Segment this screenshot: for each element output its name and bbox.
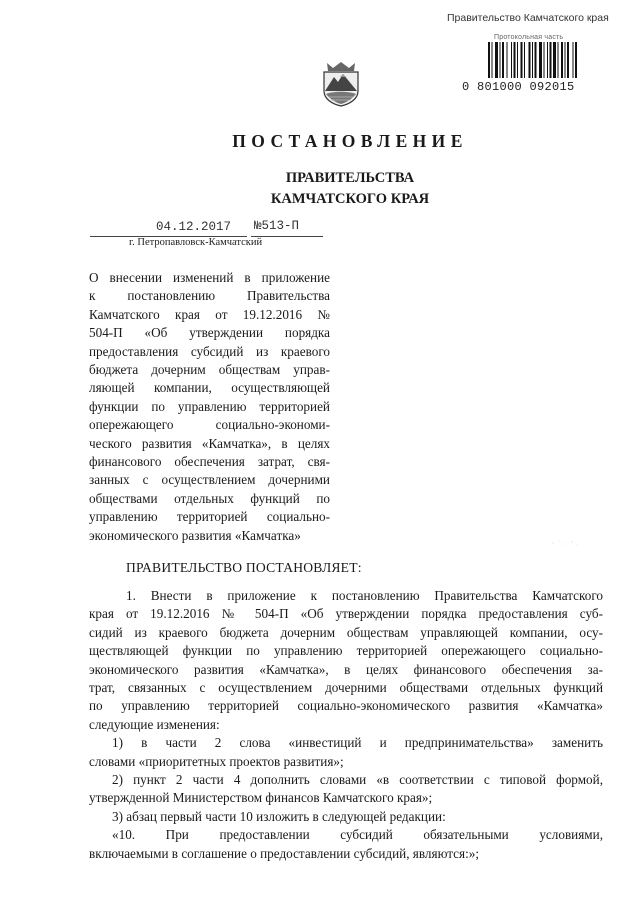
government-name: [0, 168, 640, 210]
document-title: ПОСТАНОВЛЕНИЕ: [232, 131, 468, 151]
document-number: №513-П: [254, 219, 300, 233]
subject-line: ческого развития «Камчатка», в целях: [89, 435, 330, 451]
subject-line: функции по управлению территорией: [89, 398, 330, 414]
body-line: трат, связанных с осуществлением дочерними обществами отдельных функций: [89, 680, 603, 696]
body-line: 3) абзац первый части 10 изложить в следующей редакции:: [112, 808, 446, 824]
subject-line: ляющей компании, осуществляющей: [89, 380, 330, 396]
subject-line: 504-П «Об утверждении порядка: [89, 325, 330, 341]
body-line: включаемыми в соглашение о предоставлении субсидий, являются:»;: [89, 845, 480, 861]
body-line: утвержденной Министерством финансов Камчатского края»;: [89, 790, 433, 806]
barcode-number: 0 801000 092015: [462, 80, 575, 94]
body-line: 1) в части 2 слова «инвестиций и предпринимательства» заменить: [112, 735, 603, 751]
stamp-part-label: Протокольная часть: [494, 34, 564, 41]
body-line: края от 19.12.2016 № 504-П «Об утверждении порядка предоставления суб-: [89, 606, 603, 622]
subject-line: экономического развития «Камчатка»: [89, 527, 301, 543]
subject-line: обществами отдельных функций по: [89, 490, 330, 506]
document-body: [89, 587, 603, 863]
scan-noise: [550, 538, 580, 548]
body-line: следующие изменения:: [89, 716, 220, 732]
subject-block: [89, 269, 330, 545]
government-name-line1: ПРАВИТЕЛЬСТВА: [285, 170, 415, 186]
body-line: 1. Внести в приложение к постановлению Правительства Камчатского: [126, 588, 603, 603]
body-line: по управлению территорией социально-экономического развития «Камчатка»: [89, 698, 603, 714]
subject-line: финансового обеспечения затрат, свя-: [89, 454, 330, 470]
subject-line: управлению территорией социально-: [89, 509, 330, 525]
body-line: сидий из краевого бюджета дочерним обществам управляющей компании, осу-: [89, 624, 603, 640]
document-city: г. Петропавловск-Камчатский: [129, 237, 263, 248]
subject-line: занных с осуществлением дочерними: [89, 472, 330, 488]
decree-heading: ПРАВИТЕЛЬСТВО ПОСТАНОВЛЯЕТ:: [126, 560, 362, 575]
subject-line: О внесении изменений в приложение: [89, 270, 330, 285]
stamp-organization: Правительство Камчатского края: [447, 12, 609, 24]
barcode-icon: [488, 42, 622, 84]
government-name-line2: КАМЧАТСКОГО КРАЯ: [270, 191, 430, 207]
body-line: экономического развития «Камчатка», в целях финансового обеспечения за-: [89, 661, 603, 677]
subject-line: бюджета дочерним обществам управ-: [89, 362, 330, 378]
document-date: 04.12.2017: [156, 220, 232, 234]
kamchatka-coat-of-arms-icon: [319, 61, 363, 107]
body-line: словами «приоритетных проектов развития»;: [89, 753, 344, 769]
body-line: ществляющей функции по управлению территорией опережающего социально-: [89, 643, 603, 659]
subject-line: предоставления субсидий из краевого: [89, 343, 330, 359]
subject-line: опережающего социально-экономи-: [89, 417, 330, 433]
body-line: «10. При предоставлении субсидий обязательными условиями,: [112, 827, 603, 843]
subject-line: к постановлению Правительства: [89, 288, 330, 304]
subject-line: Камчатского края от 19.12.2016 №: [89, 306, 330, 322]
body-line: 2) пункт 2 части 4 дополнить словами «в соответствии с типовой формой,: [112, 772, 603, 788]
